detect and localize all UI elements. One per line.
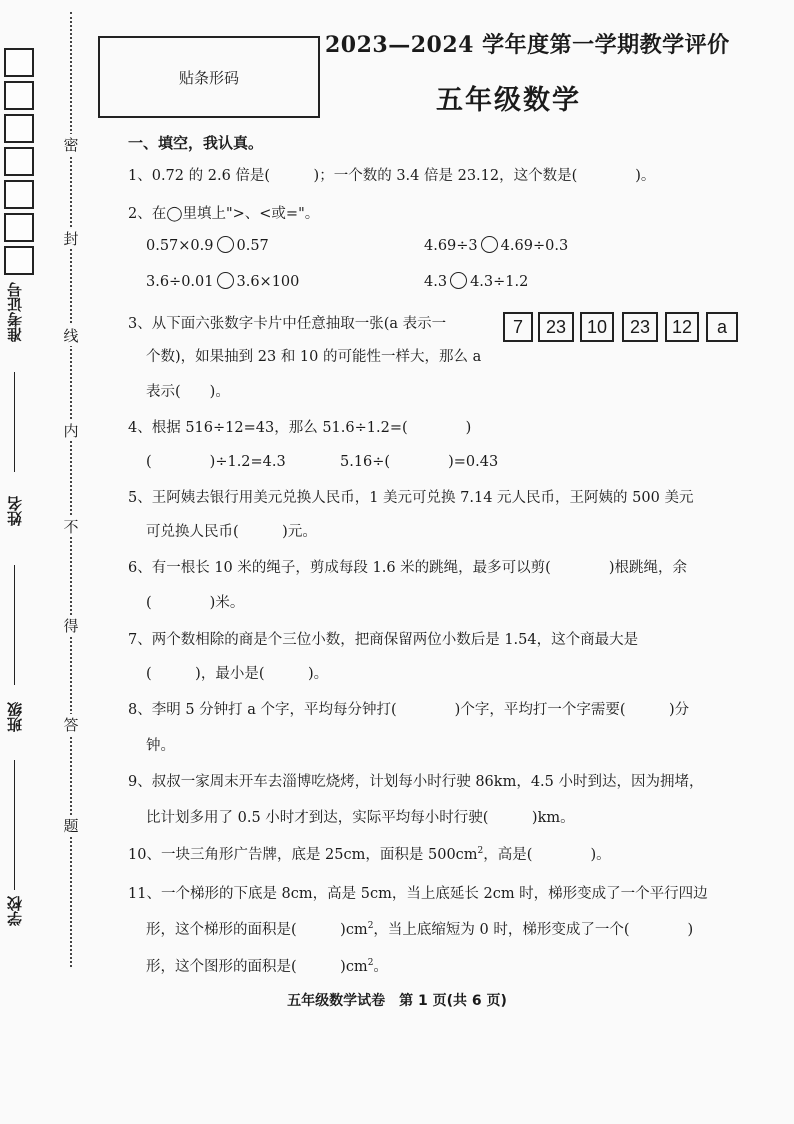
question-4-part-b: 5.16÷( )=0.43 [340,454,499,470]
question-6-line2: ( )米。 [146,595,245,611]
id-digit-box[interactable] [4,147,34,176]
question-1: 1、0.72 的 2.6 倍是( )；一个数的 3.4 倍是 23.12，这个数是( )。 [128,168,656,184]
subject-title: 五年级数学 [436,85,581,116]
question-4-part-a: ( )÷1.2=4.3 [146,454,286,470]
compare-item: 4.69÷3 4.69÷0.3 [424,238,569,254]
number-card: 12 [665,312,699,342]
compare-circle[interactable] [217,272,234,289]
term-title: 2023—2024 学年度第一学期教学评价 [325,32,730,58]
name-field[interactable] [14,372,15,472]
question-11-line3: 形，这个图形的面积是( )$cm^2$。 [146,958,388,975]
seal-char: 封 [63,230,79,248]
compare-circle[interactable] [450,272,467,289]
number-card: 23 [538,312,574,342]
question-8-line1: 8、李明 5 分钟打 a 个字，平均每分钟打( )个字，平均打一个字需要( )分 [128,702,690,718]
question-3-line1: 3、从下面六张数字卡片中任意抽取一张(a 表示一 [128,316,447,332]
seal-char: 题 [63,817,79,835]
number-card: 23 [622,312,658,342]
class-field[interactable] [14,565,15,685]
school-label: 学校 [6,896,24,926]
id-digit-box[interactable] [4,180,34,209]
number-card: 10 [580,312,614,342]
question-5-line2: 可兑换人民币( )元。 [146,524,317,540]
compare-circle[interactable] [481,236,498,253]
question-6-line1: 6、有一根长 10 米的绳子，剪成每段 1.6 米的跳绳，最多可以剪( )根跳绳，余 [128,560,687,576]
id-digit-box[interactable] [4,81,34,110]
page-footer: 五年级数学试卷 第 1 页(共 6 页) [287,993,507,1009]
exam-id-label: 准考证号 [6,282,24,342]
barcode-area [98,36,320,118]
seal-char: 内 [63,422,79,440]
question-4-line1: 4、根据 516÷12=43，那么 51.6÷1.2=( ) [128,420,472,436]
seal-char: 不 [63,518,79,536]
id-digit-box[interactable] [4,213,34,242]
name-label: 姓名 [6,496,24,526]
number-card: a [706,312,738,342]
question-11-line2: 形，这个梯形的面积是( )$cm^2$，当上底缩短为 0 时，梯形变成了一个( ) [146,921,694,938]
question-8-line2: 钟。 [146,738,175,754]
question-3-line3: 表示( )。 [146,384,230,400]
question-7-line2: ( )，最小是( )。 [146,666,329,682]
exam-id-boxes [4,48,34,279]
seal-char: 得 [63,617,79,635]
question-2: 2、在◯里填上">、<或="。 [128,206,320,222]
id-digit-box[interactable] [4,48,34,77]
compare-item: 0.57×0.9 0.57 [146,238,269,254]
question-3-line2: 个数)，如果抽到 23 和 10 的可能性一样大，那么 a [146,349,482,365]
number-card: 7 [503,312,533,342]
compare-item: 3.6÷0.01 3.6×100 [146,274,300,290]
compare-item: 4.3 4.3÷1.2 [424,274,529,290]
question-9-line2: 比计划多用了 0.5 小时才到达，实际平均每小时行驶( )km。 [146,810,575,826]
question-7-line1: 7、两个数相除的商是个三位小数，把商保留两位小数后是 1.54，这个商最大是 [128,632,639,648]
question-5-line1: 5、王阿姨去银行用美元兑换人民币，1 美元可兑换 7.14 元人民币，王阿姨的 500 美元 [128,490,694,506]
class-label: 班级 [6,702,24,732]
id-digit-box[interactable] [4,246,34,275]
question-11-line1: 11、一个梯形的下底是 8cm，高是 5cm，当上底延长 2cm 时，梯形变成了一个平行四边 [128,886,708,902]
seal-char: 线 [63,327,79,345]
seal-char: 答 [63,716,79,734]
barcode-label: 贴条形码 [178,68,239,87]
section-title: 一、填空，我认真。 [128,134,264,152]
question-9-line1: 9、叔叔一家周末开车去淄博吃烧烤，计划每小时行驶 86km，4.5 小时到达，因为拥堵， [128,774,704,790]
school-field[interactable] [14,760,15,890]
question-10: 10、一块三角形广告牌，底是 25cm，面积是 $500cm^2$，高是( )。 [128,846,611,863]
compare-circle[interactable] [217,236,234,253]
seal-char: 密 [63,136,79,154]
id-digit-box[interactable] [4,114,34,143]
